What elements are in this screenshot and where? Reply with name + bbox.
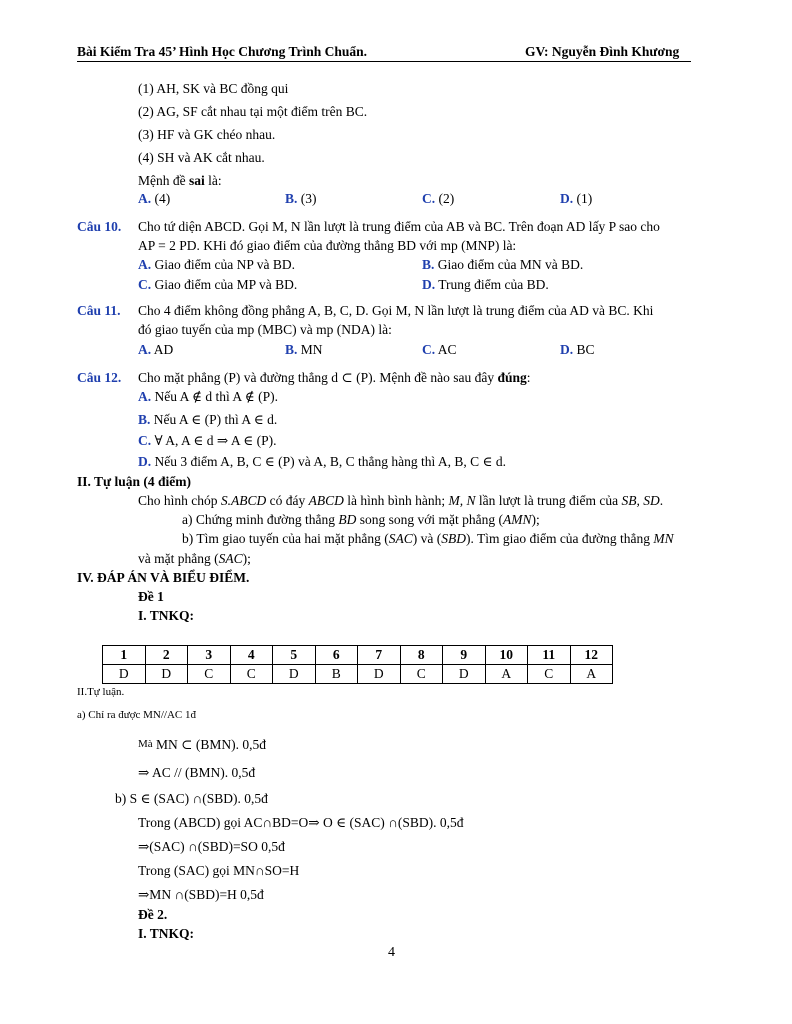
version-2-label: Đề 2. bbox=[138, 907, 168, 922]
option-text: Giao điểm của MP và BD. bbox=[151, 277, 298, 292]
text-run: MN bbox=[653, 531, 674, 546]
text-run: Cho hình chóp bbox=[138, 493, 221, 508]
tnkq-label-2: I. TNKQ: bbox=[138, 926, 195, 941]
q10-option-b bbox=[422, 256, 583, 273]
option-text: AC bbox=[435, 342, 457, 357]
answer-mn-sbd: ⇒MN ∩(SBD)=H 0,5đ bbox=[138, 887, 264, 902]
answer-table-answer-cell: B bbox=[315, 665, 358, 684]
text-run: . bbox=[659, 493, 664, 508]
q9-prompt-bold: sai bbox=[189, 173, 205, 188]
answer-table-number-cell: 7 bbox=[358, 646, 401, 665]
essay-part-b-cont bbox=[138, 550, 251, 567]
answer-table-answers-row bbox=[103, 665, 613, 684]
answer-table-answer-cell: A bbox=[485, 665, 528, 684]
text-run: là hình bình hành; bbox=[343, 493, 449, 508]
option-letter: D. bbox=[422, 277, 436, 292]
text-run: SBD bbox=[441, 531, 466, 546]
option-letter: A. bbox=[138, 342, 152, 357]
answers-heading: IV. ĐÁP ÁN VÀ BIỂU ĐIỂM. bbox=[77, 570, 250, 585]
q10-line-1: Cho tứ diện ABCD. Gọi M, N lần lượt là trung điểm của AB và BC. Trên đoạn AD lấy P sao cho bbox=[138, 219, 660, 234]
q9-option-b bbox=[285, 190, 317, 207]
answer-table-number-cell: 3 bbox=[188, 646, 231, 665]
text-run: SAC bbox=[388, 531, 413, 546]
text-run: có đáy bbox=[266, 493, 309, 508]
option-letter: B. bbox=[285, 191, 298, 206]
answer-table-number-cell: 6 bbox=[315, 646, 358, 665]
text-run: ); bbox=[531, 512, 540, 527]
tuluan-label: II.Tự luận. bbox=[77, 686, 125, 698]
option-text: (3) bbox=[297, 191, 317, 206]
answer-trong-sac: Trong (SAC) gọi MN∩SO=H bbox=[138, 863, 300, 878]
q9-option-a bbox=[138, 190, 170, 207]
answer-a-line: a) Chỉ ra được MN//AC 1đ bbox=[77, 709, 197, 721]
q9-prompt-post: là: bbox=[204, 173, 222, 188]
q12-option-b bbox=[138, 411, 277, 428]
header-author: GV: Nguyễn Đình Khương bbox=[525, 44, 680, 59]
option-text: (2) bbox=[435, 191, 455, 206]
answer-table bbox=[102, 645, 613, 684]
answer-table-number-cell: 2 bbox=[145, 646, 188, 665]
option-letter: D. bbox=[138, 454, 152, 469]
q12-stem bbox=[138, 369, 531, 386]
answer-table-number-cell: 4 bbox=[230, 646, 273, 665]
q12-stem-post: : bbox=[526, 370, 531, 385]
q11-option-d bbox=[560, 341, 595, 358]
answer-table-answer-cell: D bbox=[103, 665, 146, 684]
q10-line-2: AP = 2 PD. KHi đó giao điểm của đường thẳng BD với mp (MNP) là: bbox=[138, 238, 517, 253]
ma-rest: MN ⊂ (BMN). 0,5đ bbox=[152, 737, 266, 752]
q9-prompt bbox=[138, 172, 222, 189]
answer-table-numbers-row bbox=[103, 646, 613, 665]
answer-table-answer-cell: C bbox=[230, 665, 273, 684]
text-run: song song với mặt phẳng ( bbox=[356, 512, 504, 527]
answer-table-answer-cell: C bbox=[188, 665, 231, 684]
text-run: và mặt phẳng ( bbox=[138, 551, 219, 566]
text-run: a) Chứng minh đường thẳng bbox=[182, 512, 339, 527]
answer-b-line: b) S ∈ (SAC) ∩(SBD). 0,5đ bbox=[115, 791, 268, 806]
answer-trong-abcd: Trong (ABCD) gọi AC∩BD=O⇒ O ∈ (SAC) ∩(SBD). 0,5đ bbox=[138, 815, 464, 830]
answer-table-number-cell: 1 bbox=[103, 646, 146, 665]
option-text: BC bbox=[573, 342, 595, 357]
option-letter: C. bbox=[138, 433, 152, 448]
q12-option-c bbox=[138, 432, 276, 449]
option-letter: C. bbox=[422, 342, 436, 357]
answer-table-answer-cell: C bbox=[528, 665, 571, 684]
option-letter: B. bbox=[285, 342, 298, 357]
option-letter: A. bbox=[138, 389, 152, 404]
q12-stem-bold: đúng bbox=[497, 370, 527, 385]
q10-option-a bbox=[138, 256, 295, 273]
text-run: S.ABCD bbox=[220, 493, 267, 508]
option-text: Trung điểm của BD. bbox=[435, 277, 549, 292]
text-run: BD bbox=[338, 512, 357, 527]
q9-statement-3: (3) HF và GK chéo nhau. bbox=[138, 127, 276, 142]
answer-table-number-cell: 12 bbox=[570, 646, 613, 665]
q11-option-b bbox=[285, 341, 323, 358]
q11-option-c bbox=[422, 341, 457, 358]
option-letter: B. bbox=[138, 412, 151, 427]
option-letter: A. bbox=[138, 191, 152, 206]
text-run: SAC bbox=[218, 551, 243, 566]
text-run: lần lượt là trung điểm của bbox=[475, 493, 622, 508]
answer-implies-ac: ⇒ AC // (BMN). 0,5đ bbox=[138, 765, 256, 780]
q12-label: Câu 12. bbox=[77, 370, 122, 385]
option-text: (1) bbox=[573, 191, 593, 206]
option-text: MN bbox=[297, 342, 323, 357]
answer-table-number-cell: 8 bbox=[400, 646, 443, 665]
text-run: M, N bbox=[448, 493, 476, 508]
answer-table-answer-cell: D bbox=[145, 665, 188, 684]
q10-option-c bbox=[138, 276, 297, 293]
option-letter: A. bbox=[138, 257, 152, 272]
essay-part-b bbox=[182, 530, 674, 547]
q12-option-a bbox=[138, 388, 278, 405]
answer-table-answer-cell: D bbox=[273, 665, 316, 684]
essay-intro bbox=[138, 492, 663, 509]
q12-stem-pre: Cho mặt phẳng (P) và đường thẳng d ⊂ (P). Mệnh đề nào sau đây bbox=[138, 370, 498, 385]
option-text: (4) bbox=[151, 191, 171, 206]
option-text: Giao điểm của NP và BD. bbox=[151, 257, 295, 272]
text-run: AMN bbox=[503, 512, 532, 527]
option-text: Giao điểm của MN và BD. bbox=[434, 257, 584, 272]
q10-label: Câu 10. bbox=[77, 219, 122, 234]
q9-statement-4: (4) SH và AK cắt nhau. bbox=[138, 150, 265, 165]
essay-part-a bbox=[182, 511, 540, 528]
ma-word: Mà bbox=[138, 738, 153, 750]
answer-table-answer-cell: D bbox=[358, 665, 401, 684]
essay-heading: II. Tự luận (4 điểm) bbox=[77, 474, 191, 489]
q9-prompt-pre: Mệnh đề bbox=[138, 173, 189, 188]
option-letter: D. bbox=[560, 342, 574, 357]
text-run: ). Tìm giao điểm của đường thẳng bbox=[465, 531, 654, 546]
option-text: ∀ A, A ∈ d ⇒ A ∈ (P). bbox=[151, 433, 277, 448]
option-letter: D. bbox=[560, 191, 574, 206]
option-text: AD bbox=[151, 342, 174, 357]
q9-option-c bbox=[422, 190, 454, 207]
version-1-label: Đề 1 bbox=[138, 589, 164, 604]
answer-table-answer-cell: C bbox=[400, 665, 443, 684]
option-text: Nếu 3 điểm A, B, C ∈ (P) và A, B, C thẳng hàng thì A, B, C ∈ d. bbox=[151, 454, 506, 469]
text-run: ) và ( bbox=[412, 531, 442, 546]
q11-line-2: đó giao tuyến của mp (MBC) và mp (NDA) là: bbox=[138, 322, 392, 337]
option-letter: C. bbox=[422, 191, 436, 206]
text-run: SB, SD bbox=[621, 493, 660, 508]
tnkq-label: I. TNKQ: bbox=[138, 608, 195, 623]
header-divider bbox=[77, 61, 691, 62]
q11-line-1: Cho 4 điểm không đồng phẳng A, B, C, D. Gọi M, N lần lượt là trung điểm của AD và BC. Khi bbox=[138, 303, 654, 318]
page-number: 4 bbox=[388, 945, 395, 960]
q9-statement-1: (1) AH, SK và BC đồng qui bbox=[138, 81, 289, 96]
option-text: Nếu A ∉ d thì A ∉ (P). bbox=[151, 389, 278, 404]
answer-table-answer-cell: D bbox=[443, 665, 486, 684]
answer-table-number-cell: 10 bbox=[485, 646, 528, 665]
text-run: ); bbox=[242, 551, 251, 566]
q11-option-a bbox=[138, 341, 173, 358]
text-run: b) Tìm giao tuyến của hai mặt phẳng ( bbox=[182, 531, 389, 546]
q9-statement-2: (2) AG, SF cắt nhau tại một điểm trên BC. bbox=[138, 104, 368, 119]
q11-label: Câu 11. bbox=[77, 303, 121, 318]
text-run: ABCD bbox=[308, 493, 344, 508]
option-letter: C. bbox=[138, 277, 152, 292]
option-text: Nếu A ∈ (P) thì A ∈ d. bbox=[150, 412, 278, 427]
q12-option-d bbox=[138, 453, 506, 470]
answer-ma-line bbox=[138, 736, 266, 753]
header-title: Bài Kiểm Tra 45’ Hình Học Chương Trình Chuẩn. bbox=[77, 44, 368, 59]
answer-table-answer-cell: A bbox=[570, 665, 613, 684]
answer-sac-sbd: ⇒(SAC) ∩(SBD)=SO 0,5đ bbox=[138, 839, 285, 854]
q10-option-d bbox=[422, 276, 549, 293]
answer-table-number-cell: 11 bbox=[528, 646, 571, 665]
answer-table-number-cell: 9 bbox=[443, 646, 486, 665]
q9-option-d bbox=[560, 190, 592, 207]
answer-table-number-cell: 5 bbox=[273, 646, 316, 665]
option-letter: B. bbox=[422, 257, 435, 272]
